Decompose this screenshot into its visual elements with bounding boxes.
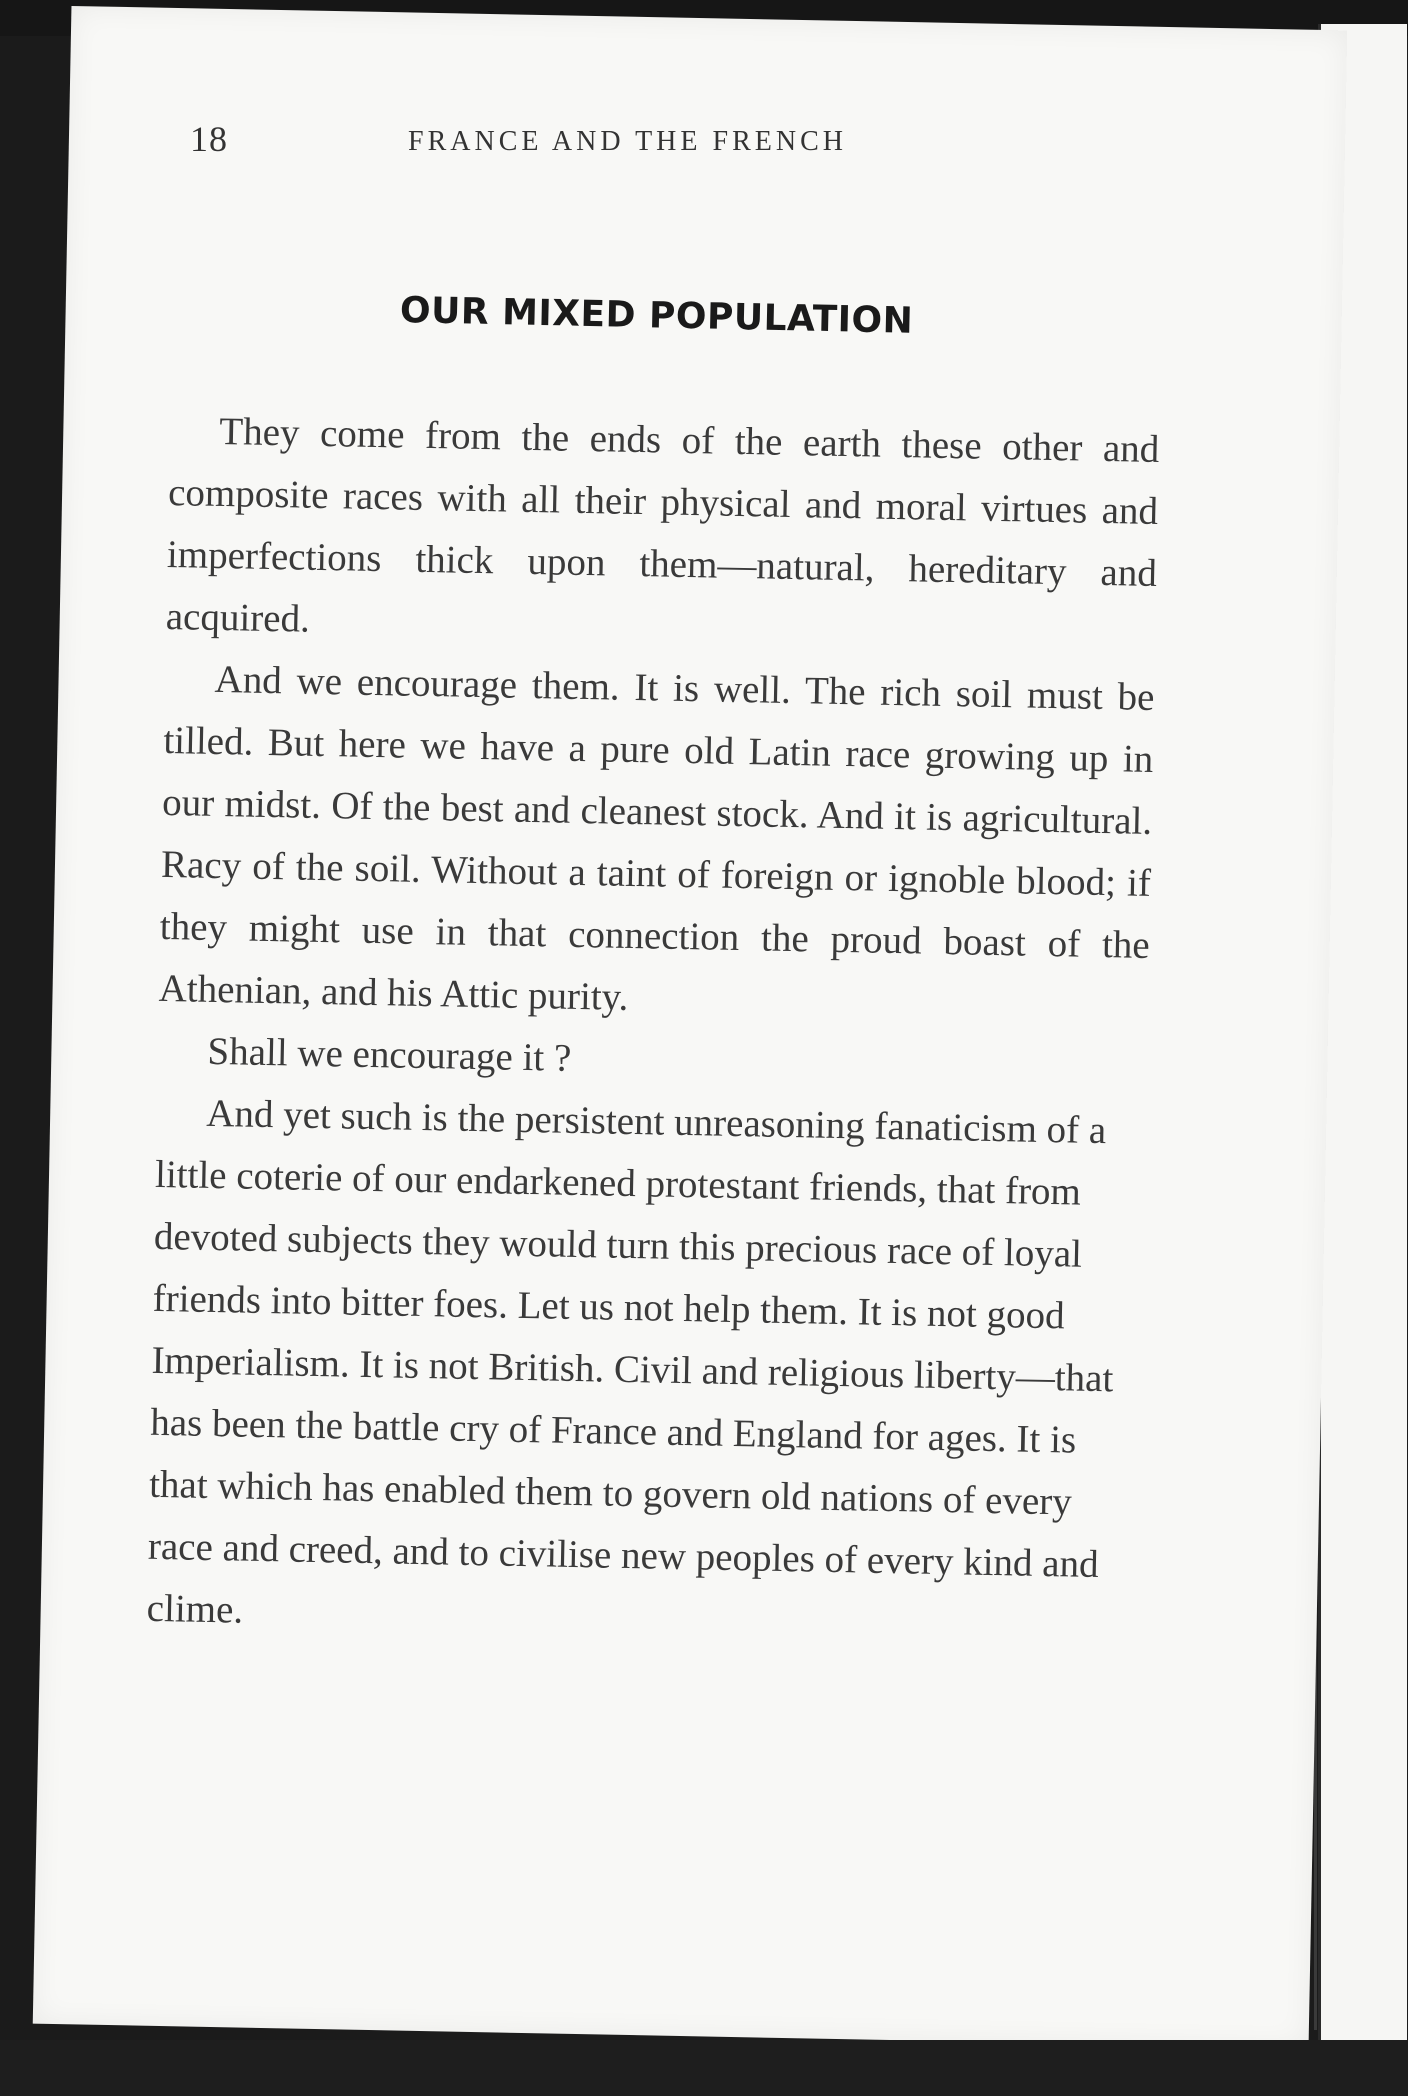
body-text — [146, 400, 1160, 1659]
running-head: FRANCE AND THE FRENCH — [408, 126, 847, 157]
paragraph-3: Shall we encourage it ? — [207, 1029, 572, 1080]
chapter-title: OUR MIXED POPULATION — [399, 290, 914, 342]
paragraph-2: And we encourage them. It is well. The rich soil must be tilled. But here we have a pure old Latin race growing up in our midst. Of the best and cleanest stock. And it is agricultural. Racy of the soil. Without a taint of foreign or ignoble blood; if they might use in that connection the proud boast of the Athenian, and his Attic purity. — [158, 657, 1155, 1019]
page-header — [190, 118, 1090, 178]
paragraph-1: They come from the ends of the earth these other and composite races with all their physical and moral virtues and imperfections thick upon them—natural, hereditary and acquired. — [165, 409, 1160, 641]
page-number: 18 — [190, 119, 228, 159]
scan-bottom-edge — [0, 2040, 1408, 2096]
paragraph-4: And yet such is the persistent unreasoning fanaticism of a little coterie of our endarkened protestant friends, that from devoted subjects they would turn this precious race of loyal friends into bitter foes. Let us not help them. It is not good Imperialism. It is not British. Civil and religious liberty—that has been the battle cry of France and England for ages. It is that which has enabled them to govern old nations of every race and creed, and to civilise new peoples of every kind and clime. — [146, 1091, 1114, 1632]
